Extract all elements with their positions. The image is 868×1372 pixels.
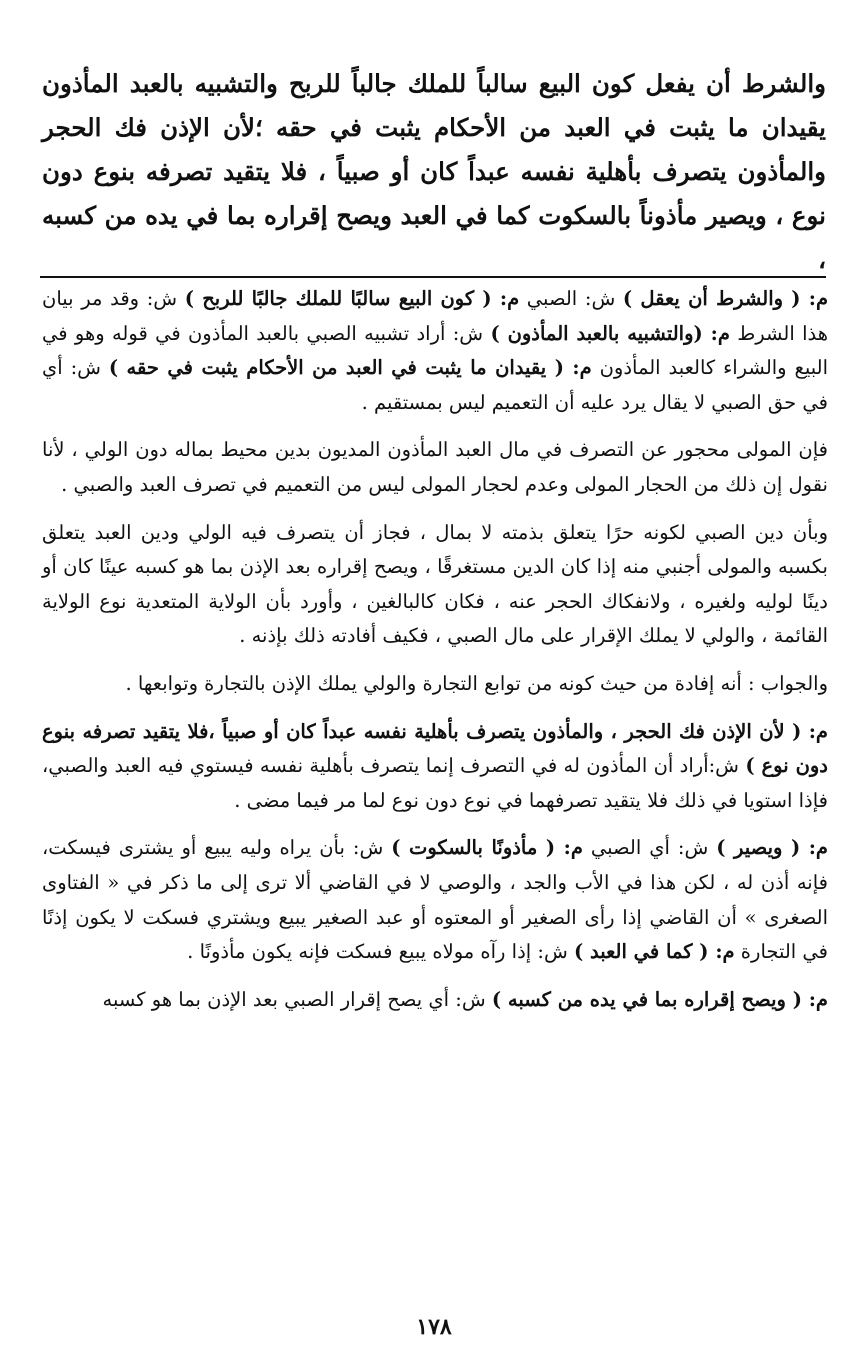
commentary-text: ش:أراد أن المأذون له في التصرف إنما يتصرف بأهلية نفسه فيستوي فيه العبد والصبي، فإذا استويا في ذلك فلا يتقيد تصرفهما في نوع دون نوع لما مر فيما مضى . xyxy=(42,754,828,812)
commentary-text: فإن المولى محجور عن التصرف في مال العبد المأذون المديون بدين محيط بماله دون الولي ، لأنا نقول إن ذلك من الحجار المولى وعدم لحجار المولى ليس من التعميم في تصرف العبد والصبي . xyxy=(42,438,828,496)
quoted-text: م: xyxy=(491,287,520,310)
quoted-text: م: xyxy=(800,836,829,860)
quoted-text: ( يقيدان ما يثبت في العبد من الأحكام يثبت في حقه ) xyxy=(108,356,564,380)
commentary-paragraph xyxy=(42,667,828,702)
quoted-text: ( كون البيع سالبًا للملك جالبًا للربح ) xyxy=(184,287,492,310)
commentary-section xyxy=(42,282,828,1030)
commentary-text: ش: وقد مر بيان هذا الشرط xyxy=(42,287,829,345)
quoted-text: م: xyxy=(800,287,829,310)
commentary-paragraph xyxy=(42,433,828,502)
commentary-paragraph xyxy=(42,516,828,654)
quoted-text: م: xyxy=(708,940,735,964)
quoted-text: م: xyxy=(555,836,583,860)
commentary-paragraph xyxy=(42,715,828,819)
quoted-text: ( ويصير ) xyxy=(716,836,801,860)
commentary-text: ش: إذا رآه مولاه يبيع فسكت فإنه يكون مأذونًا . xyxy=(187,940,574,964)
quoted-text: م: xyxy=(801,987,828,1011)
commentary-text: ش: أراد تشبيه الصبي بالعبد المأذون في قوله وهو في البيع والشراء كالعبد المأذون xyxy=(42,321,828,380)
quoted-text: (والتشبيه بالعبد المأذون ) xyxy=(490,321,703,345)
commentary-text: ش: أي في حق الصبي لا يقال يرد عليه أن التعميم ليس بمستقيم . xyxy=(42,356,828,414)
commentary-text: ش: أي الصبي xyxy=(582,836,717,860)
quoted-text: م: xyxy=(563,356,592,380)
quoted-text: م: xyxy=(702,321,730,345)
commentary-text: وبأن دين الصبي لكونه حرًا يتعلق بذمته لا بمال ، فجاز أن يتصرف فيه الولي ودين العبد يتعلق بكسبه والمولى أجنبي منه إذا كان الدين مستغرقًا ، ويصح إقراره بعد الإذن بما هو كسبه عينًا كان أو دينًا لوليه ولغيره ، ولانفكاك الحجر عنه ، فكان كالبالغين ، وأورد بأن الولاية المتعدية نوع الولاية القائمة ، والولي لا يملك الإقرار على مال الصبي ، فكيف أفادته ذلك بإذنه . xyxy=(42,520,828,648)
quoted-text: ( كما في العبد ) xyxy=(573,940,709,964)
quoted-text: م: xyxy=(801,719,828,743)
commentary-text: ش: أي يصح إقرار الصبي بعد الإذن بما هو كسبه xyxy=(102,987,492,1011)
quoted-text: ( مأذونًا بالسكوت ) xyxy=(391,836,556,860)
separator-rule xyxy=(40,276,826,278)
main-text: والشرط أن يفعل كون البيع سالباً للملك جالباً للربح والتشبيه بالعبد المأذون يقيدان ما يثبت في العبد من الأحكام يثبت في حقه ؛لأن الإذن فك الحجر والمأذون يتصرف بأهلية نفسه عبداً كان أو صبياً ، فلا يتقيد تصرفه بنوع دون نوع ، ويصير مأذوناً بالسكوت كما في العبد ويصح إقراره بما في يده من كسبه ، xyxy=(42,69,826,274)
commentary-text: ش: الصبي xyxy=(519,287,623,310)
commentary-paragraph xyxy=(42,831,828,969)
commentary-paragraph xyxy=(42,282,828,420)
quoted-text: ( لأن الإذن فك الحجر ، والمأذون يتصرف بأهلية نفسه عبداً كان أو صبياً ،فلا يتقيد تصرفه بنوع دون نوع ) xyxy=(42,719,828,778)
quoted-text: ( ويصح إقراره بما في يده من كسبه ) xyxy=(491,987,802,1011)
commentary-paragraph xyxy=(42,983,828,1018)
quoted-text: ( والشرط أن يعقل ) xyxy=(622,287,801,310)
page-number: ١٧٨ xyxy=(416,1314,452,1340)
commentary-text: ش: بأن يراه وليه يبيع أو يشترى فيسكت، فإنه أذن له ، لكن هذا في الأب والجد ، والوصي لا في القاضي ألا ترى إلى ما ذكر في « الفتاوى الصغرى » أن القاضي إذا رأى الصغير أو المعتوه أو عبد الصغير يبيع ويشتري فسكت لا يكون إذنًا في التجارة xyxy=(42,836,828,964)
commentary-text: والجواب : أنه إفادة من حيث كونه من توابع التجارة والولي يملك الإذن بالتجارة وتوابعها . xyxy=(125,671,828,695)
